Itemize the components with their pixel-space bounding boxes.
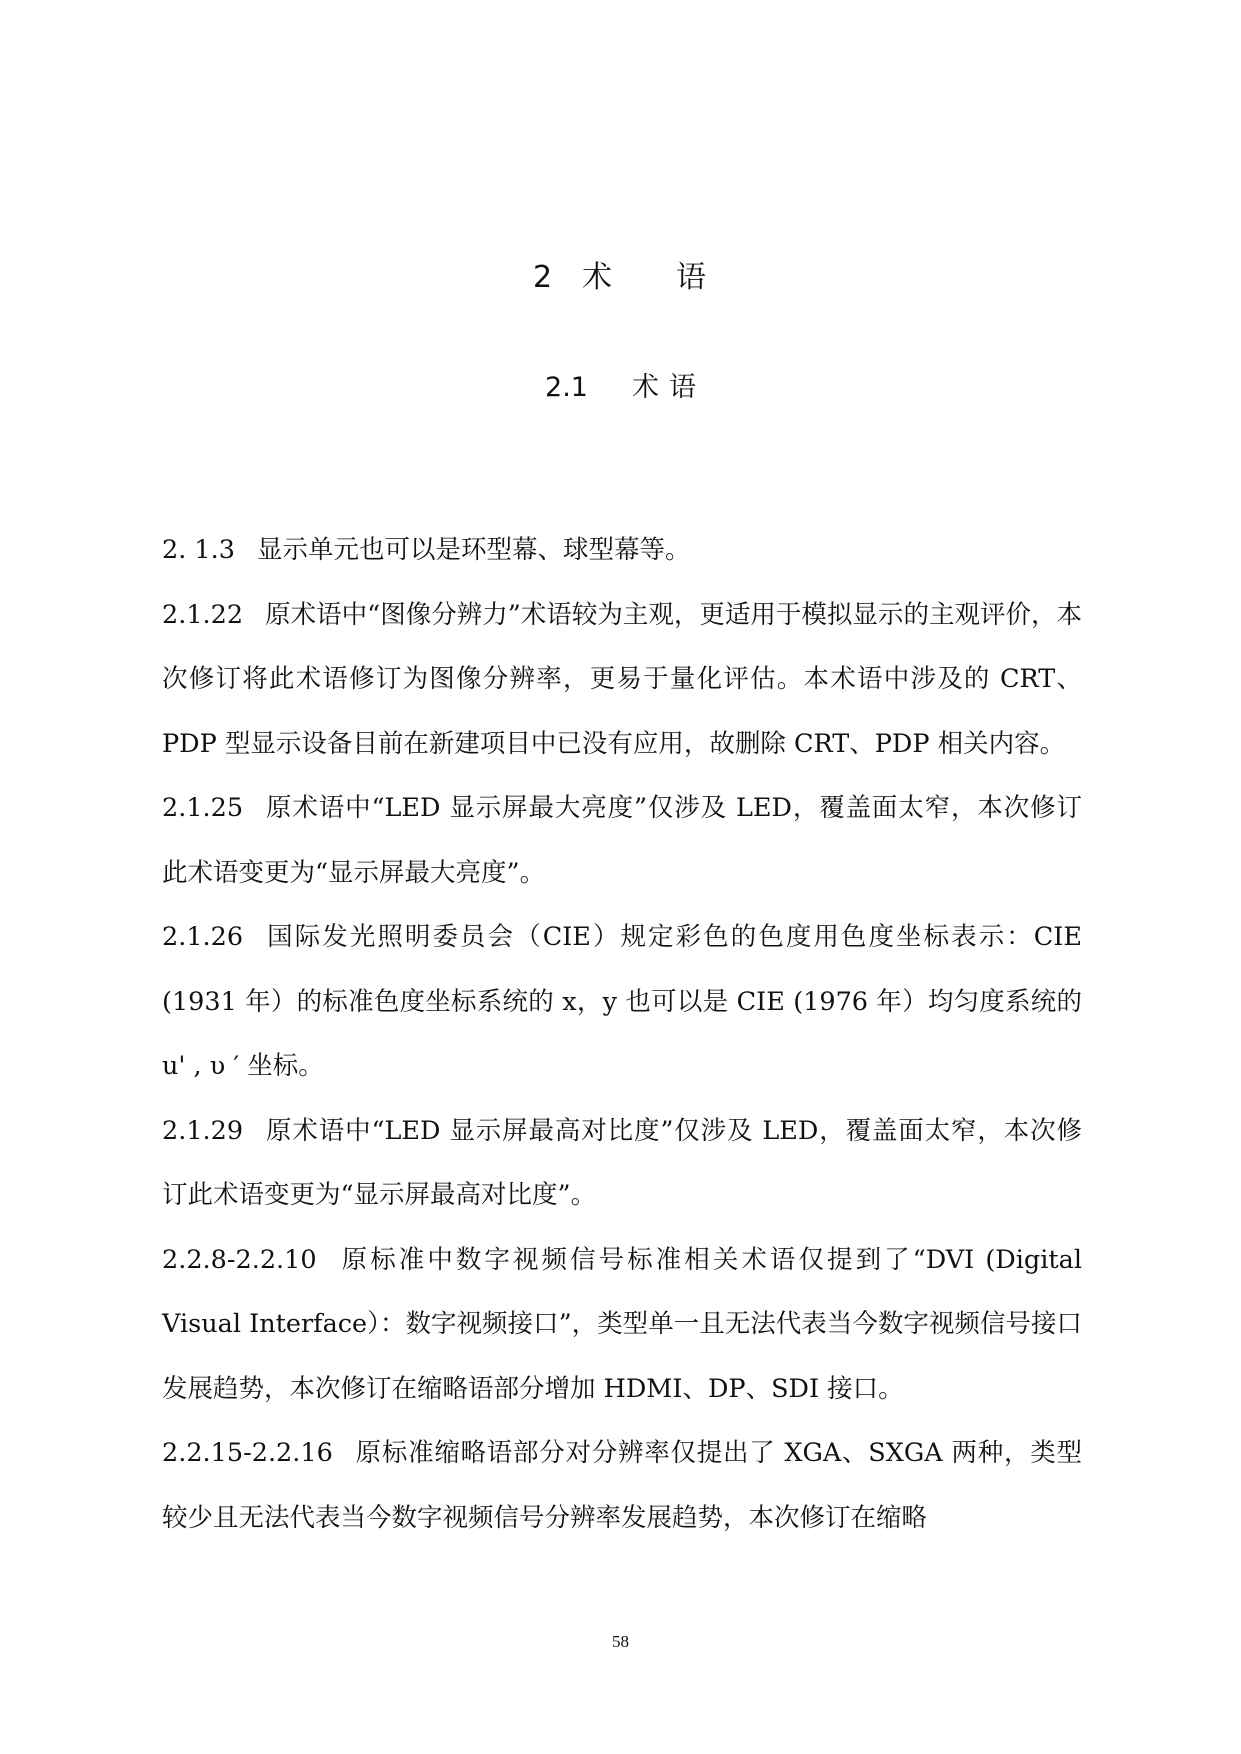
- clause-text: 原术语中“LED 显示屏最大亮度”仅涉及 LED，覆盖面太窄，本次修订此术语变更为“显示屏最大亮度”。: [162, 793, 1082, 888]
- clause-paragraph: [162, 1228, 1082, 1422]
- clause-number: 2.2.8-2.2.10: [162, 1244, 317, 1275]
- section-title-char-2: 语: [668, 372, 696, 403]
- clause-paragraph: [162, 583, 1082, 777]
- clause-paragraph: [162, 1099, 1082, 1228]
- chapter-title-char-2: 语: [676, 260, 709, 295]
- section-number: 2.1: [545, 372, 588, 403]
- chapter-title: [0, 252, 1241, 296]
- clause-number: 2.1.26: [162, 922, 244, 952]
- clause-text: 原术语中“LED 显示屏最高对比度”仅涉及 LED，覆盖面太窄，本次修订此术语变更为“显示屏最高对比度”。: [162, 1115, 1082, 1210]
- body-text: [162, 518, 1082, 1550]
- clause-text: 原标准缩略语部分对分辨率仅提出了 XGA、SXGA 两种，类型较少且无法代表当今数字视频信号分辨率发展趋势，本次修订在缩略: [162, 1438, 1082, 1533]
- clause-number: 2.1.29: [162, 1115, 244, 1146]
- clause-number: 2. 1.3: [162, 535, 235, 565]
- clause-number: 2.1.22: [162, 599, 244, 630]
- clause-text: 原术语中“图像分辨力”术语较为主观，更适用于模拟显示的主观评价，本次修订将此术语修订为图像分辨率，更易于量化评估。本术语中涉及的 CRT、PDP 型显示设备目前在新建项目中已没有应用，故删除 CRT、PDP 相关内容。: [162, 599, 1082, 759]
- clause-text: 显示单元也可以是环型幕、球型幕等。: [257, 535, 691, 565]
- clause-paragraph: [162, 1421, 1082, 1550]
- clause-number: 2.1.25: [162, 793, 244, 823]
- clause-text: 国际发光照明委员会（CIE）规定彩色的色度用色度坐标表示：CIE (1931 年）的标准色度坐标系统的 x，y 也可以是 CIE (1976 年）均匀度系统的 u' , υ ′ 坐标。: [162, 922, 1082, 1081]
- clause-paragraph: [162, 518, 1082, 583]
- chapter-title-char-1: 术: [582, 260, 615, 295]
- section-title: [0, 365, 1241, 404]
- section-title-char-1: 术: [631, 372, 659, 403]
- clause-number: 2.2.15-2.2.16: [162, 1438, 333, 1468]
- clause-text: 原标准中数字视频信号标准相关术语仅提到了“DVI (Digital Visual Interface）：数字视频接口”，类型单一且无法代表当今数字视频信号接口发展趋势，本次修订在缩略语部分增加 HDMI、DP、SDI 接口。: [162, 1244, 1082, 1404]
- clause-paragraph: [162, 905, 1082, 1099]
- clause-paragraph: [162, 776, 1082, 905]
- chapter-number: 2: [532, 260, 555, 295]
- page-number: 58: [612, 1632, 629, 1651]
